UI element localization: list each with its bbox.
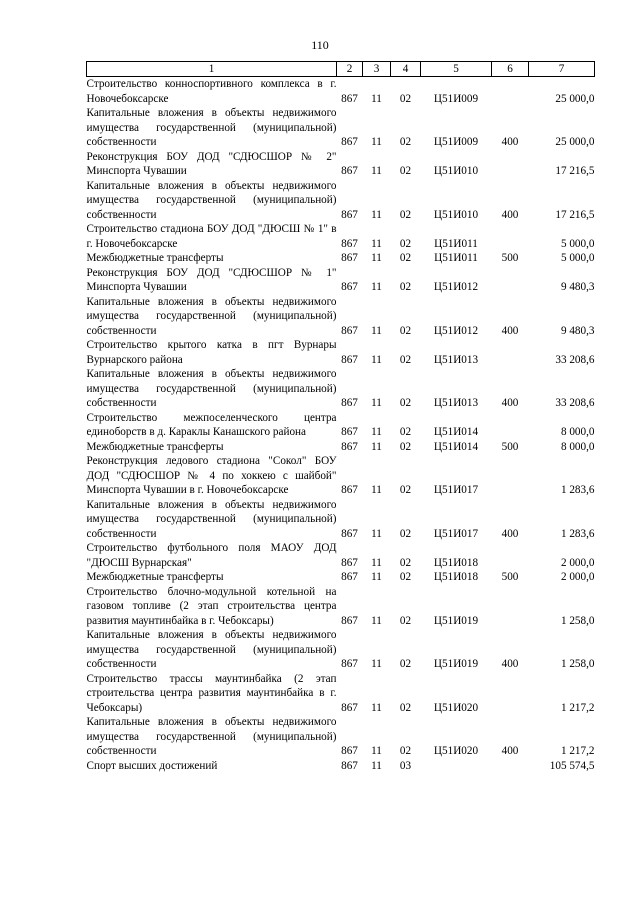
amount-cell: 9 480,3 — [560, 281, 595, 293]
expense-type-code-cell: 500 — [501, 252, 519, 264]
item-name-cell: Капитальные вложения в объекты недвижимого имущества государственной (муниципальной) собственности — [86, 368, 337, 409]
amount-cell: 25 000,0 — [555, 136, 595, 148]
column-header: 6 — [492, 62, 529, 77]
expense-type-code-cell — [492, 411, 529, 440]
section-code-cell: 11 — [371, 527, 382, 540]
amount-cell: 8 000,0 — [560, 440, 595, 453]
section-code-cell: 11 — [371, 92, 382, 105]
subsection-code-cell: 02 — [399, 426, 412, 438]
table-row — [87, 585, 595, 629]
ministry-code-cell: 867 — [341, 527, 358, 540]
item-name-cell: Строительство межпоселенческого центра единоборств в д. Караклы Канашского района — [86, 411, 337, 438]
expense-type-code-cell — [492, 77, 529, 107]
amount-cell: 17 216,5 — [555, 208, 595, 221]
table-row — [87, 295, 595, 339]
target-article-code-cell: Ц51И017 — [433, 527, 479, 540]
subsection-code-cell: 02 — [399, 745, 412, 757]
table-row — [87, 367, 595, 411]
subsection-code-cell: 02 — [399, 658, 412, 670]
target-article-code-cell: Ц51И013 — [433, 397, 479, 409]
item-name-cell: Капитальные вложения в объекты недвижимого имущества государственной (муниципальной) собственности — [86, 498, 337, 540]
expense-type-code-cell — [492, 541, 529, 570]
ministry-code-cell: 867 — [341, 614, 358, 627]
table-row — [87, 338, 595, 367]
amount-cell: 105 574,5 — [549, 759, 595, 772]
table-header — [87, 62, 595, 77]
expense-type-code-cell — [492, 150, 529, 179]
expense-type-code-cell: 400 — [501, 324, 519, 337]
page-number: 110 — [311, 38, 329, 52]
section-code-cell: 11 — [371, 397, 382, 409]
table-row — [87, 454, 595, 498]
section-code-cell: 11 — [371, 237, 382, 250]
target-article-code-cell: Ц51И010 — [433, 208, 479, 221]
column-header: 7 — [529, 62, 595, 77]
expense-type-code-cell — [492, 759, 529, 774]
section-code-cell: 11 — [371, 614, 382, 627]
section-code-cell: 11 — [371, 353, 382, 366]
table-row — [87, 759, 595, 774]
amount-cell: 8 000,0 — [560, 426, 595, 438]
subsection-code-cell: 02 — [399, 527, 412, 540]
target-article-code-cell: Ц51И011 — [434, 237, 478, 250]
ministry-code-cell: 867 — [341, 571, 358, 583]
ministry-code-cell: 867 — [341, 440, 358, 453]
amount-cell: 25 000,0 — [555, 92, 595, 105]
table-row — [87, 628, 595, 672]
expense-type-code-cell: 400 — [501, 527, 519, 540]
target-article-code-cell: Ц51И009 — [433, 92, 479, 105]
target-article-code-cell: Ц51И018 — [433, 556, 479, 569]
section-code-cell: 11 — [371, 658, 382, 670]
table-row — [87, 222, 595, 251]
table-row — [87, 77, 595, 107]
expense-type-code-cell: 500 — [501, 571, 519, 583]
expense-type-code-cell — [492, 672, 529, 716]
table-row — [87, 266, 595, 295]
item-name-cell: Межбюджетные трансферты — [86, 252, 224, 264]
ministry-code-cell: 867 — [341, 658, 358, 670]
target-article-code-cell: Ц51И012 — [433, 281, 479, 293]
table-body — [87, 77, 595, 774]
target-article-code-cell — [421, 759, 492, 774]
table-row — [87, 541, 595, 570]
expense-type-code-cell: 400 — [501, 397, 519, 409]
budget-table — [86, 61, 595, 773]
subsection-code-cell: 02 — [399, 165, 412, 177]
section-code-cell: 11 — [371, 136, 382, 148]
ministry-code-cell: 867 — [341, 353, 358, 366]
item-name-cell: Строительство трассы маунтинбайка (2 этап строительства центра развития маунтинбайка в г. Чебоксары) — [86, 672, 337, 714]
table-row — [87, 179, 595, 223]
table-row — [87, 150, 595, 179]
subsection-code-cell: 02 — [399, 556, 412, 569]
target-article-code-cell: Ц51И011 — [434, 252, 478, 264]
expense-type-code-cell — [492, 585, 529, 629]
expense-type-code-cell: 400 — [501, 658, 519, 670]
item-name-cell: Строительство стадиона БОУ ДОД "ДЮСШ № 1" в г. Новочебоксарске — [86, 223, 337, 250]
item-name-cell: Межбюджетные трансферты — [86, 571, 224, 583]
ministry-code-cell: 867 — [341, 208, 358, 221]
amount-cell: 1 283,6 — [560, 527, 595, 540]
amount-cell: 9 480,3 — [560, 324, 595, 337]
ministry-code-cell: 867 — [341, 92, 358, 105]
item-name-cell: Строительство конноспортивного комплекса в г. Новочебоксарске — [86, 78, 337, 105]
amount-cell: 17 216,5 — [555, 165, 595, 177]
ministry-code-cell: 867 — [341, 484, 358, 496]
column-header: 4 — [391, 62, 421, 77]
item-name-cell: Спорт высших достижений — [86, 759, 218, 772]
section-code-cell: 11 — [371, 759, 382, 772]
item-name-cell: Межбюджетные трансферты — [86, 440, 224, 453]
subsection-code-cell: 02 — [399, 136, 412, 148]
ministry-code-cell: 867 — [341, 397, 358, 409]
expense-type-code-cell: 400 — [501, 745, 519, 757]
subsection-code-cell: 02 — [399, 252, 412, 264]
item-name-cell: Капитальные вложения в объекты недвижимого имущества государственной (муниципальной) собственности — [86, 107, 337, 148]
subsection-code-cell: 02 — [399, 397, 412, 409]
target-article-code-cell: Ц51И014 — [433, 426, 479, 438]
table-row — [87, 440, 595, 455]
subsection-code-cell: 02 — [399, 281, 412, 293]
subsection-code-cell: 02 — [399, 701, 412, 714]
expense-type-code-cell — [492, 454, 529, 498]
subsection-code-cell: 02 — [399, 571, 412, 583]
target-article-code-cell: Ц51И014 — [433, 440, 479, 453]
ministry-code-cell: 867 — [341, 136, 358, 148]
expense-type-code-cell: 500 — [501, 440, 519, 453]
subsection-code-cell: 02 — [399, 237, 412, 250]
subsection-code-cell: 02 — [399, 484, 412, 496]
header-row — [87, 62, 595, 77]
ministry-code-cell: 867 — [341, 426, 358, 438]
column-header: 3 — [363, 62, 391, 77]
amount-cell: 2 000,0 — [560, 571, 595, 583]
section-code-cell: 11 — [371, 324, 382, 337]
amount-cell: 1 217,2 — [560, 701, 595, 714]
ministry-code-cell: 867 — [341, 252, 358, 264]
item-name-cell: Капитальные вложения в объекты недвижимого имущества государственной (муниципальной) собственности — [86, 629, 337, 670]
section-code-cell: 11 — [371, 556, 382, 569]
target-article-code-cell: Ц51И009 — [433, 136, 479, 148]
ministry-code-cell: 867 — [341, 281, 358, 293]
ministry-code-cell: 867 — [341, 759, 358, 772]
expense-type-code-cell — [492, 222, 529, 251]
section-code-cell: 11 — [371, 440, 382, 453]
column-header: 5 — [421, 62, 492, 77]
item-name-cell: Капитальные вложения в объекты недвижимого имущества государственной (муниципальной) собственности — [86, 179, 337, 221]
expense-type-code-cell: 400 — [501, 208, 519, 221]
column-header: 2 — [337, 62, 363, 77]
item-name-cell: Капитальные вложения в объекты недвижимого имущества государственной (муниципальной) собственности — [86, 295, 337, 337]
table-row — [87, 106, 595, 150]
amount-cell: 1 217,2 — [560, 745, 595, 757]
item-name-cell: Строительство блочно-модульной котельной на газовом топливе (2 этап строительства центра развития маунтинбайка в г. Чебоксары) — [86, 585, 337, 627]
ministry-code-cell: 867 — [341, 701, 358, 714]
section-code-cell: 11 — [371, 252, 382, 264]
table-row — [87, 251, 595, 266]
subsection-code-cell: 02 — [399, 353, 412, 366]
section-code-cell: 11 — [371, 484, 382, 496]
table-row — [87, 570, 595, 585]
subsection-code-cell: 02 — [399, 614, 412, 627]
item-name-cell: Капитальные вложения в объекты недвижимого имущества государственной (муниципальной) собственности — [86, 716, 337, 757]
table-row — [87, 411, 595, 440]
section-code-cell: 11 — [371, 426, 382, 438]
table-row — [87, 715, 595, 759]
target-article-code-cell: Ц51И019 — [433, 658, 479, 670]
target-article-code-cell: Ц51И017 — [433, 484, 479, 496]
subsection-code-cell: 02 — [399, 324, 412, 337]
item-name-cell: Реконструкция ледового стадиона "Сокол" БОУ ДОД "СДЮСШОР № 4 по хоккею с шайбой" Минспорта Чувашии в г. Новочебоксарске — [86, 455, 337, 496]
amount-cell: 5 000,0 — [560, 252, 595, 264]
item-name-cell: Реконструкция БОУ ДОД "СДЮСШОР № 1" Минспорта Чувашии — [86, 266, 337, 293]
section-code-cell: 11 — [371, 165, 382, 177]
subsection-code-cell: 02 — [399, 208, 412, 221]
amount-cell: 1 258,0 — [560, 658, 595, 670]
target-article-code-cell: Ц51И020 — [433, 701, 479, 714]
ministry-code-cell: 867 — [341, 556, 358, 569]
amount-cell: 33 208,6 — [555, 397, 595, 409]
target-article-code-cell: Ц51И020 — [433, 745, 479, 757]
section-code-cell: 11 — [371, 745, 382, 757]
subsection-code-cell: 02 — [399, 440, 412, 453]
amount-cell: 2 000,0 — [560, 556, 595, 569]
expense-type-code-cell: 400 — [501, 136, 519, 148]
subsection-code-cell: 03 — [399, 759, 412, 772]
ministry-code-cell: 867 — [341, 745, 358, 757]
column-header: 1 — [87, 62, 337, 77]
item-name-cell: Строительство футбольного поля МАОУ ДОД "ДЮСШ Вурнарская" — [86, 542, 337, 569]
section-code-cell: 11 — [371, 281, 382, 293]
ministry-code-cell: 867 — [341, 324, 358, 337]
section-code-cell: 11 — [371, 571, 382, 583]
item-name-cell: Реконструкция БОУ ДОД "СДЮСШОР № 2" Минспорта Чувашии — [86, 150, 337, 177]
target-article-code-cell: Ц51И012 — [433, 324, 479, 337]
ministry-code-cell: 867 — [341, 165, 358, 177]
target-article-code-cell: Ц51И018 — [433, 571, 479, 583]
item-name-cell: Строительство крытого катка в пгт Вурнары Вурнарского района — [86, 339, 337, 366]
table-row — [87, 672, 595, 716]
target-article-code-cell: Ц51И019 — [433, 614, 479, 627]
amount-cell: 1 283,6 — [560, 484, 595, 496]
amount-cell: 33 208,6 — [555, 353, 595, 366]
ministry-code-cell: 867 — [341, 237, 358, 250]
section-code-cell: 11 — [371, 208, 382, 221]
expense-type-code-cell — [492, 338, 529, 367]
amount-cell: 1 258,0 — [560, 614, 595, 627]
section-code-cell: 11 — [371, 701, 382, 714]
target-article-code-cell: Ц51И013 — [433, 353, 479, 366]
subsection-code-cell: 02 — [399, 92, 412, 105]
expense-type-code-cell — [492, 266, 529, 295]
table-row — [87, 498, 595, 542]
target-article-code-cell: Ц51И010 — [433, 165, 479, 177]
amount-cell: 5 000,0 — [560, 237, 595, 250]
